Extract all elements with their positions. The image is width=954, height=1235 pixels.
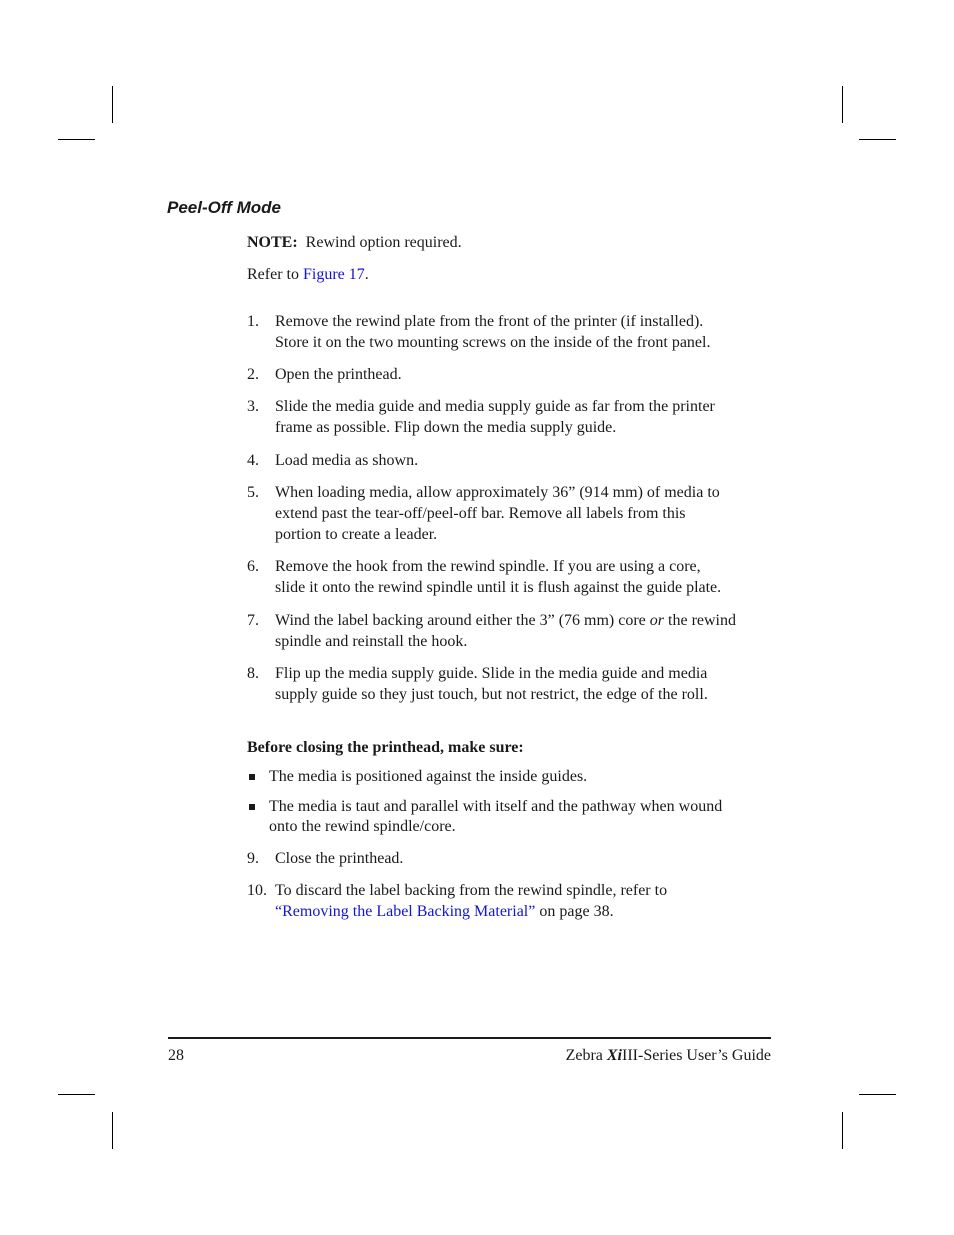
step-text-line: Open the printhead. — [275, 366, 402, 383]
note-text: Rewind option required. — [305, 234, 462, 251]
note — [247, 232, 462, 253]
step-number: 10. — [247, 882, 267, 899]
checklist-text-line: The media is taut and parallel with itself and the pathway when wound — [269, 798, 723, 815]
footer-rule — [168, 1037, 771, 1039]
step-number: 2. — [247, 366, 259, 383]
note-label: NOTE: — [247, 234, 298, 251]
step-text-part: on page 38. — [535, 903, 614, 920]
crop-mark — [859, 1094, 896, 1095]
step-text-line: supply guide so they just touch, but not restrict, the edge of the roll. — [275, 686, 708, 703]
step-text-line: extend past the tear-off/peel-off bar. Remove all labels from this — [275, 505, 686, 522]
step-text-line: slide it onto the rewind spindle until it is flush against the guide plate. — [275, 579, 722, 596]
step-text-line: Remove the hook from the rewind spindle. If you are using a core, — [275, 558, 701, 575]
bullet-icon — [249, 804, 255, 810]
figure-link[interactable]: Figure 17 — [302, 266, 365, 283]
checklist-text-line: The media is positioned against the inside guides. — [269, 768, 588, 785]
refer-suffix: . — [364, 266, 369, 283]
step-text-line — [275, 610, 736, 631]
step-text-line: portion to create a leader. — [275, 526, 438, 543]
step-number: 8. — [247, 665, 259, 682]
crop-mark — [112, 1112, 113, 1149]
crop-mark — [58, 139, 95, 140]
refer-prefix: Refer to — [247, 266, 299, 283]
step-text-line: To discard the label backing from the rewind spindle, refer to — [275, 882, 668, 899]
step-text-line: Load media as shown. — [275, 452, 419, 469]
step-text-line: When loading media, allow approximately 36” (914 mm) of media to — [275, 484, 720, 501]
refer-line — [247, 264, 369, 285]
section-title: Peel-Off Mode — [167, 198, 281, 217]
step-number: 9. — [247, 850, 259, 867]
step-text-line: spindle and reinstall the hook. — [275, 633, 468, 650]
step-text-line: Close the printhead. — [275, 850, 404, 867]
step-number: 3. — [247, 398, 259, 415]
step-text-line: Remove the rewind plate from the front of the printer (if installed). — [275, 313, 704, 330]
step-number: 7. — [247, 612, 259, 629]
step-number: 6. — [247, 558, 259, 575]
step-text-line: Store it on the two mounting screws on the inside of the front panel. — [275, 334, 711, 351]
step-text-line: frame as possible. Flip down the media supply guide. — [275, 419, 617, 436]
step-text-line: Slide the media guide and media supply guide as far from the printer — [275, 398, 715, 415]
crop-mark — [842, 1112, 843, 1149]
bullet-icon — [249, 774, 255, 780]
step-number: 1. — [247, 313, 259, 330]
footer-title-rest: III-Series User’s Guide — [622, 1047, 771, 1064]
step-text-line — [275, 901, 667, 922]
step-number: 5. — [247, 484, 259, 501]
footer-model-emphasis: Xi — [606, 1047, 622, 1064]
footer-brand: Zebra — [565, 1047, 607, 1064]
footer-title — [566, 1045, 771, 1066]
crop-mark — [842, 86, 843, 123]
step-text-part: Wind the label backing around either the 3” (76 mm) core — [275, 612, 650, 629]
crop-mark — [859, 139, 896, 140]
checklist-heading: Before closing the printhead, make sure: — [247, 739, 524, 756]
step-text-line: Flip up the media supply guide. Slide in the media guide and media — [275, 665, 708, 682]
crop-mark — [58, 1094, 95, 1095]
crop-mark — [112, 86, 113, 123]
checklist-text-line: onto the rewind spindle/core. — [269, 818, 456, 835]
step-number: 4. — [247, 452, 259, 469]
page-number: 28 — [168, 1047, 184, 1064]
removing-label-backing-link[interactable]: “Removing the Label Backing Material” — [275, 903, 536, 920]
step-text-emphasis: or — [649, 612, 665, 629]
step-text-part: the rewind — [664, 612, 736, 629]
